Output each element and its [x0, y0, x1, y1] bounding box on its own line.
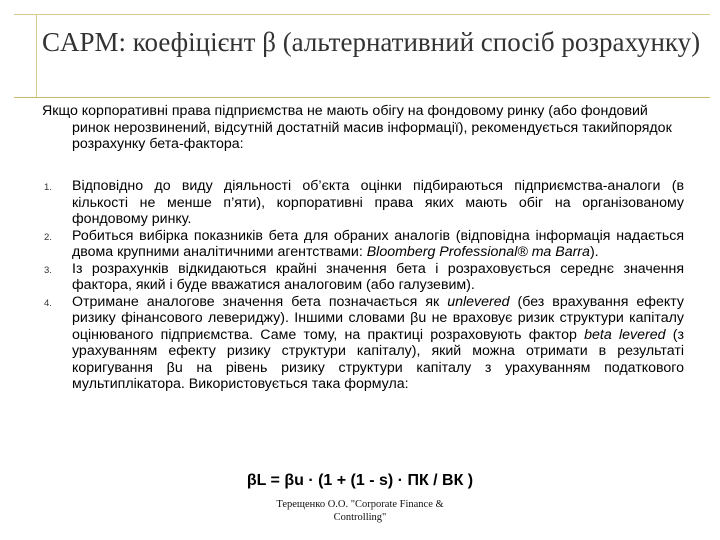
list-item — [44, 261, 684, 294]
footer-credit — [220, 498, 500, 524]
list-item — [44, 228, 684, 261]
step-number: 4. — [44, 297, 52, 309]
step-text-end: (з урахуванням ефекту ризику структури капіталу), який можна отримати в результаті коригування βu на рівень ризику структури капіталу з урахуванням податкового мультиплікатора. Використовується така формула: — [72, 326, 684, 392]
title-underline — [14, 97, 710, 98]
top-rule — [14, 14, 710, 15]
step-text: Отримане аналогове значення бета позначається як — [72, 293, 448, 310]
step-italic-2: beta levered — [584, 326, 666, 343]
intro-paragraph — [42, 103, 686, 153]
step-number: 2. — [44, 231, 52, 243]
list-item — [44, 294, 684, 393]
step-text-end: ). — [589, 244, 599, 260]
footer-line-1: Терещенко О.О. "Corporate Finance & — [276, 499, 444, 510]
step-number: 1. — [44, 182, 52, 193]
steps-list — [44, 178, 684, 393]
footer-line-2: Controlling" — [333, 512, 387, 523]
list-item — [44, 178, 684, 228]
left-rule — [36, 14, 37, 98]
step-number: 3. — [44, 264, 52, 276]
beta-formula: βL = βu · (1 + (1 - s) · ПК / ВК ) — [246, 472, 474, 489]
step-italic: unlevered — [447, 293, 510, 310]
step-text: Відповідно до виду діяльності об’єкта оцінки підбираються підприємства-аналоги (в кількості не менше п’яти), корпоративні права яких мають обіг на організованому фондовому ринку. — [72, 178, 684, 227]
step-italic: Bloomberg Professional® та Barra — [366, 244, 590, 260]
step-text: Робиться вибірка показників бета для обраних аналогів (відповідна інформація надається двома крупними аналітичними агентствами: — [72, 227, 684, 260]
step-text: Із розрахунків відкидаються крайні значення бета і розраховується середнє значення фактора, який і буде вважатися аналоговим (або галузевим). — [72, 260, 684, 293]
step-text-middle: (без врахування ефекту ризику фінансового левериджу). Іншими словами βu не враховує ризик структури капіталу оцінюваного підприємства. Саме тому, на практиці розраховують фактор — [72, 293, 684, 343]
slide-title: CAPM: коефіцієнт β (альтернативний спосіб розрахунку) — [42, 27, 701, 57]
intro-text: Якщо корпоративні права підприємства не мають обігу на фондовому ринку (або фондовий ринок нерозвинений, відсутній достатній масив інформації), рекомендується такийпорядок розрахунку бета-фактора: — [42, 103, 672, 152]
